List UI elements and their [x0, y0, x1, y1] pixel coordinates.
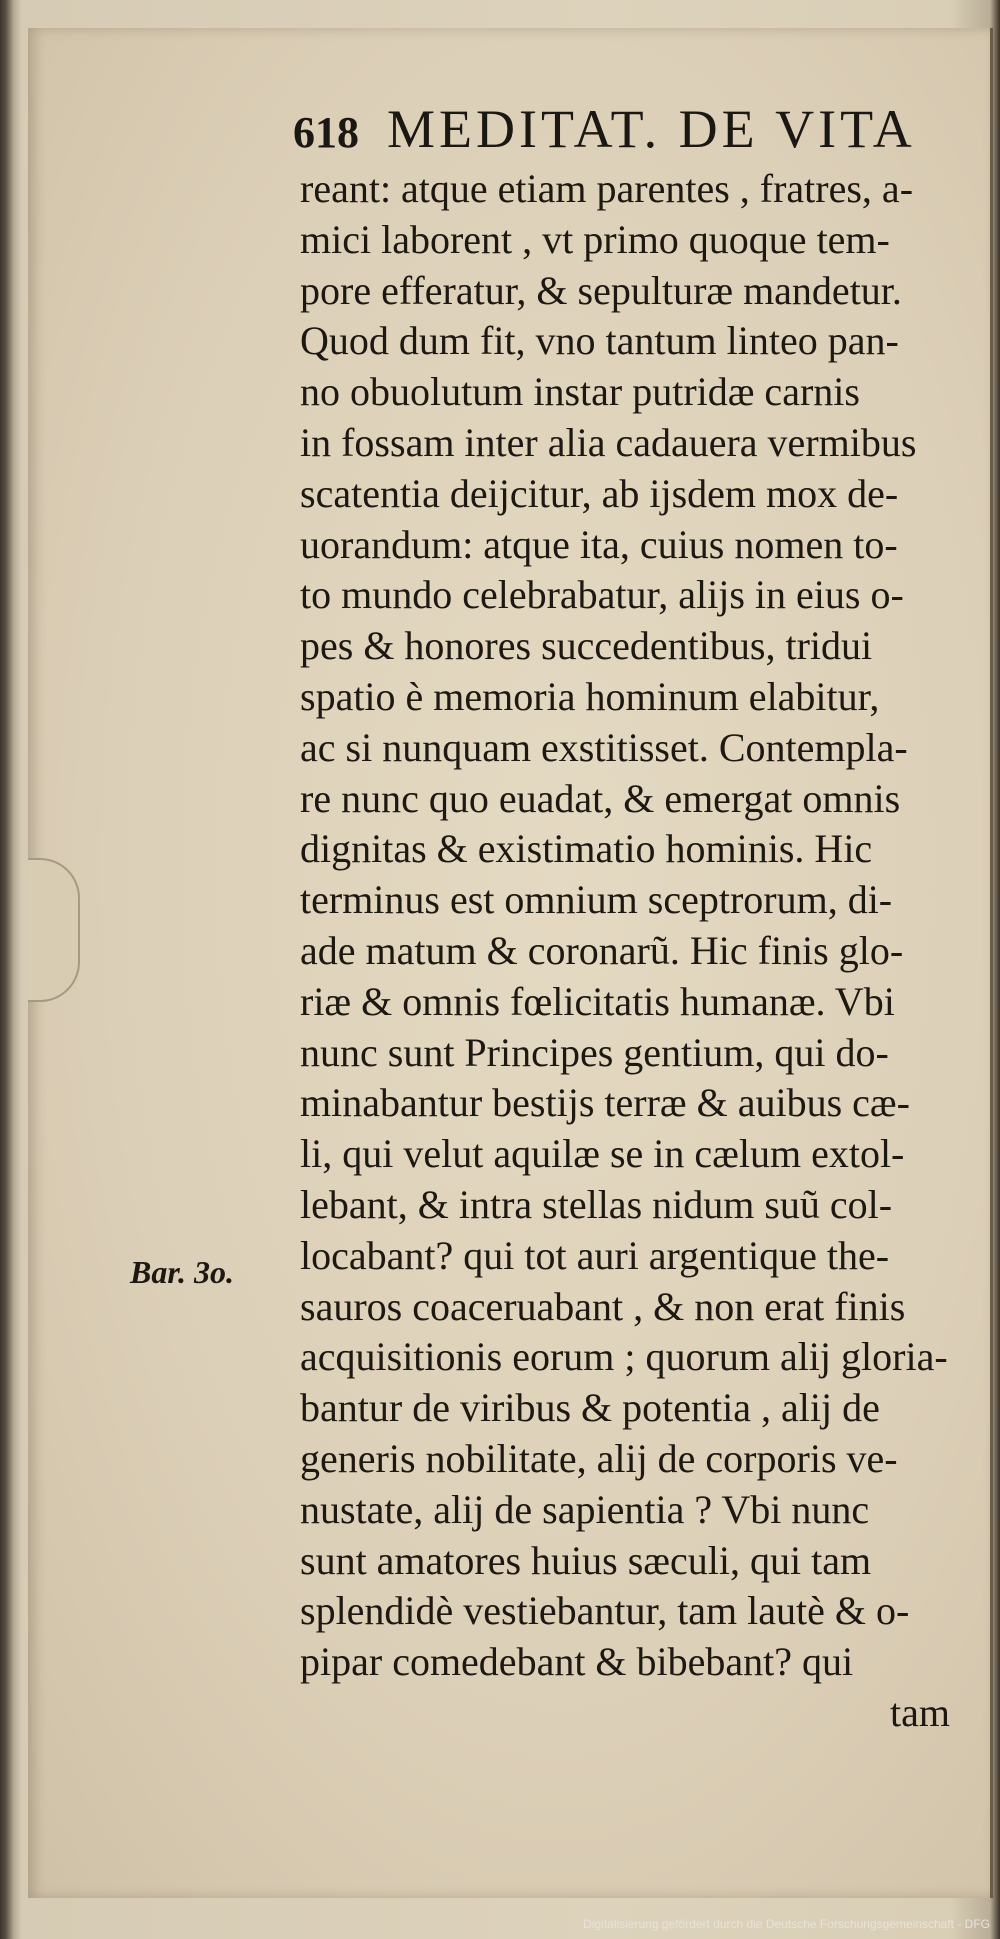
- digitization-credit: Digitalisierung gefördert durch die Deutsche Forschungsgemeinschaft - DFG: [583, 1917, 990, 1931]
- text-line: generis nobilitate, alij de corporis ve-: [300, 1435, 898, 1481]
- text-line: locabant? qui tot auri argentique the-: [300, 1232, 890, 1278]
- text-line: spatio è memoria hominum elabitur,: [300, 673, 880, 719]
- text-line: dignitas & existimatio hominis. Hic: [300, 826, 873, 872]
- text-line: sauros coaceruabant , & non erat finis: [300, 1283, 906, 1329]
- text-line: Quod dum fit, vno tantum linteo pan-: [300, 318, 899, 364]
- text-line: ade matum & coronarũ. Hic finis glo-: [300, 927, 904, 973]
- text-line: to mundo celebrabatur, alijs in eius o-: [300, 572, 904, 618]
- text-line: pipar comedebant & bibebant? qui: [300, 1639, 854, 1685]
- text-line: pore efferatur, & sepulturæ mandetur.: [300, 267, 902, 313]
- text-line: scatentia deijcitur, ab ijsdem mox de-: [300, 470, 899, 516]
- text-line: li, qui velut aquilæ se in cælum extol-: [300, 1131, 905, 1177]
- catchword: tam: [890, 1689, 950, 1735]
- text-line: sunt amatores huius sæculi, qui tam: [300, 1537, 872, 1583]
- marginal-note: Bar. 3o.: [130, 1254, 235, 1290]
- body-text: [300, 164, 950, 1739]
- text-line: reant: atque etiam parentes , fratres, a-: [300, 166, 914, 211]
- text-line: minabantur bestijs terræ & auibus cæ-: [300, 1080, 910, 1126]
- running-head: MEDITAT. DE VITA: [387, 99, 916, 159]
- text-line: pes & honores succedentibus, tridui: [300, 623, 873, 669]
- text-line: acquisitionis eorum ; quorum alij gloria-: [300, 1334, 948, 1380]
- text-line: nustate, alij de sapientia ? Vbi nunc: [300, 1486, 870, 1532]
- text-line: mici laborent , vt primo quoque tem-: [300, 216, 890, 262]
- page-edge-tab: [28, 858, 80, 1002]
- text-line: splendidè vestiebantur, tam lautè & o-: [300, 1588, 910, 1634]
- text-line: terminus est omnium sceptrorum, di-: [300, 877, 893, 923]
- text-line: no obuolutum instar putridæ carnis: [300, 369, 860, 415]
- text-line: bantur de viribus & potentia , alij de: [300, 1385, 880, 1431]
- text-line: nunc sunt Principes gentium, qui do-: [300, 1029, 889, 1075]
- text-line: re nunc quo euadat, & emergat omnis: [300, 775, 901, 821]
- text-line: uorandum: atque ita, cuius nomen to-: [300, 521, 898, 567]
- page-header: [293, 98, 953, 168]
- text-line: lebant, & intra stellas nidum suũ col-: [300, 1181, 893, 1227]
- text-line: riæ & omnis fœlicitatis humanæ. Vbi: [300, 978, 895, 1024]
- text-line: ac si nunquam exstitisset. Contempla-: [300, 724, 908, 770]
- text-line: in fossam inter alia cadauera vermibus: [300, 419, 917, 465]
- page-number: 618: [293, 108, 359, 157]
